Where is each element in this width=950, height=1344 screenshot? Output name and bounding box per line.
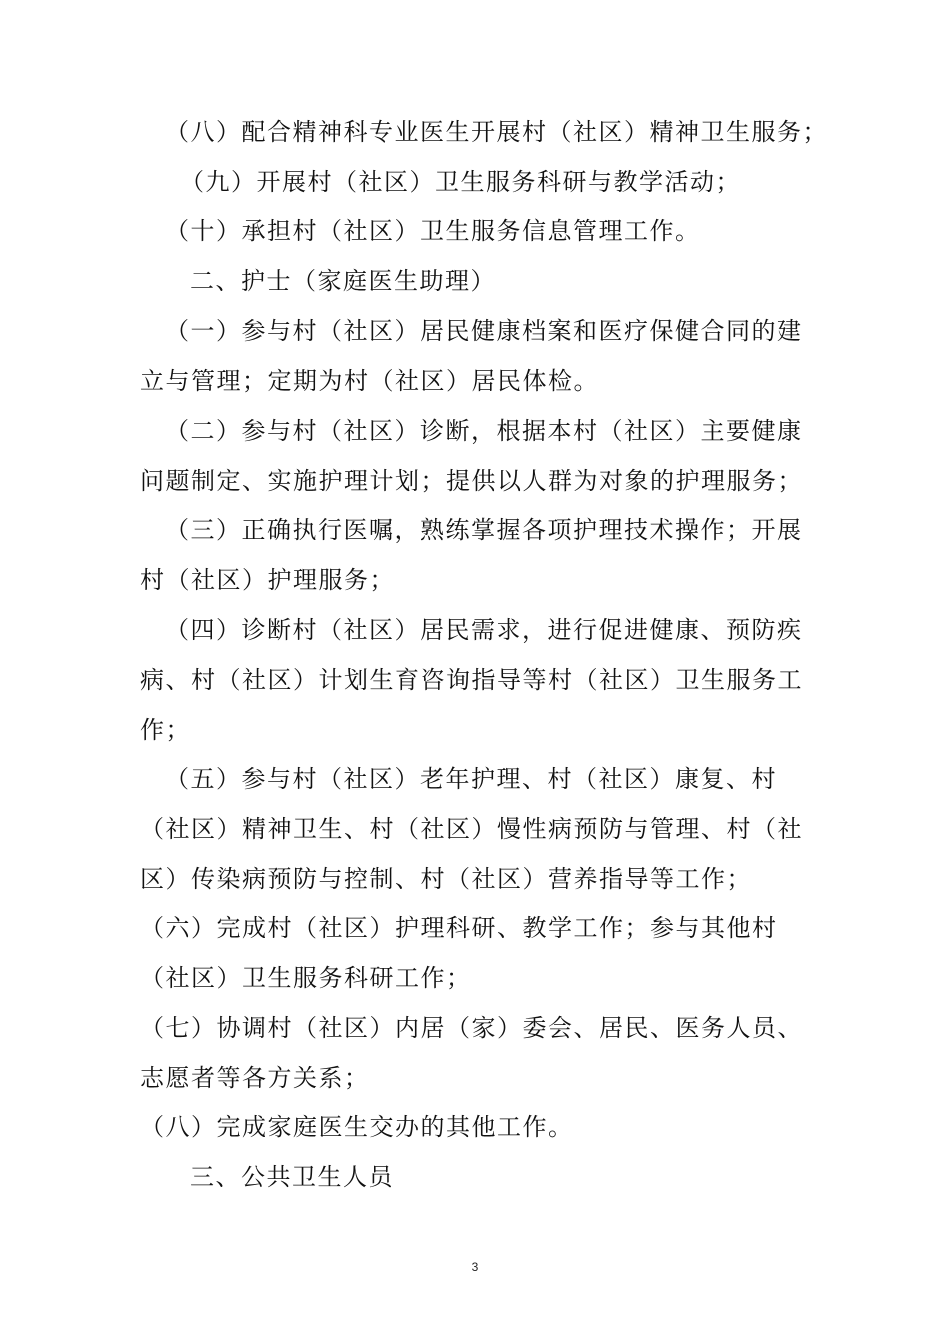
page-number: 3 bbox=[471, 1260, 479, 1274]
text-line: 村（社区）护理服务； bbox=[140, 566, 395, 594]
text-line: （九）开展村（社区）卫生服务科研与教学活动； bbox=[180, 168, 741, 196]
text-line: 志愿者等各方关系； bbox=[140, 1064, 370, 1092]
text-line: 作； bbox=[140, 716, 191, 744]
text-line: （八）完成家庭医生交办的其他工作。 bbox=[140, 1113, 574, 1141]
text-line: （四）诊断村（社区）居民需求，进行促进健康、预防疾 bbox=[165, 616, 803, 644]
text-line: （社区）精神卫生、村（社区）慢性病预防与管理、村（社 bbox=[140, 815, 803, 843]
text-line: （六）完成村（社区）护理科研、教学工作；参与其他村 bbox=[140, 914, 778, 942]
text-line: （八）配合精神科专业医生开展村（社区）精神卫生服务； bbox=[165, 118, 828, 146]
text-line: （十）承担村（社区）卫生服务信息管理工作。 bbox=[165, 217, 701, 245]
text-line: 区）传染病预防与控制、村（社区）营养指导等工作； bbox=[140, 865, 752, 893]
text-line: （二）参与村（社区）诊断，根据本村（社区）主要健康 bbox=[165, 417, 803, 445]
section-heading: 二、护士（家庭医生助理） bbox=[190, 267, 496, 295]
text-line: 立与管理；定期为村（社区）居民体检。 bbox=[140, 367, 599, 395]
text-line: （社区）卫生服务科研工作； bbox=[140, 964, 472, 992]
text-line: （三）正确执行医嘱，熟练掌握各项护理技术操作；开展 bbox=[165, 516, 803, 544]
section-heading: 三、公共卫生人员 bbox=[190, 1163, 394, 1191]
text-line: 问题制定、实施护理计划；提供以人群为对象的护理服务； bbox=[140, 467, 803, 495]
text-line: （一）参与村（社区）居民健康档案和医疗保健合同的建 bbox=[165, 317, 803, 345]
text-line: 病、村（社区）计划生育咨询指导等村（社区）卫生服务工 bbox=[140, 666, 803, 694]
text-line: （五）参与村（社区）老年护理、村（社区）康复、村 bbox=[165, 765, 777, 793]
text-line: （七）协调村（社区）内居（家）委会、居民、医务人员、 bbox=[140, 1014, 803, 1042]
